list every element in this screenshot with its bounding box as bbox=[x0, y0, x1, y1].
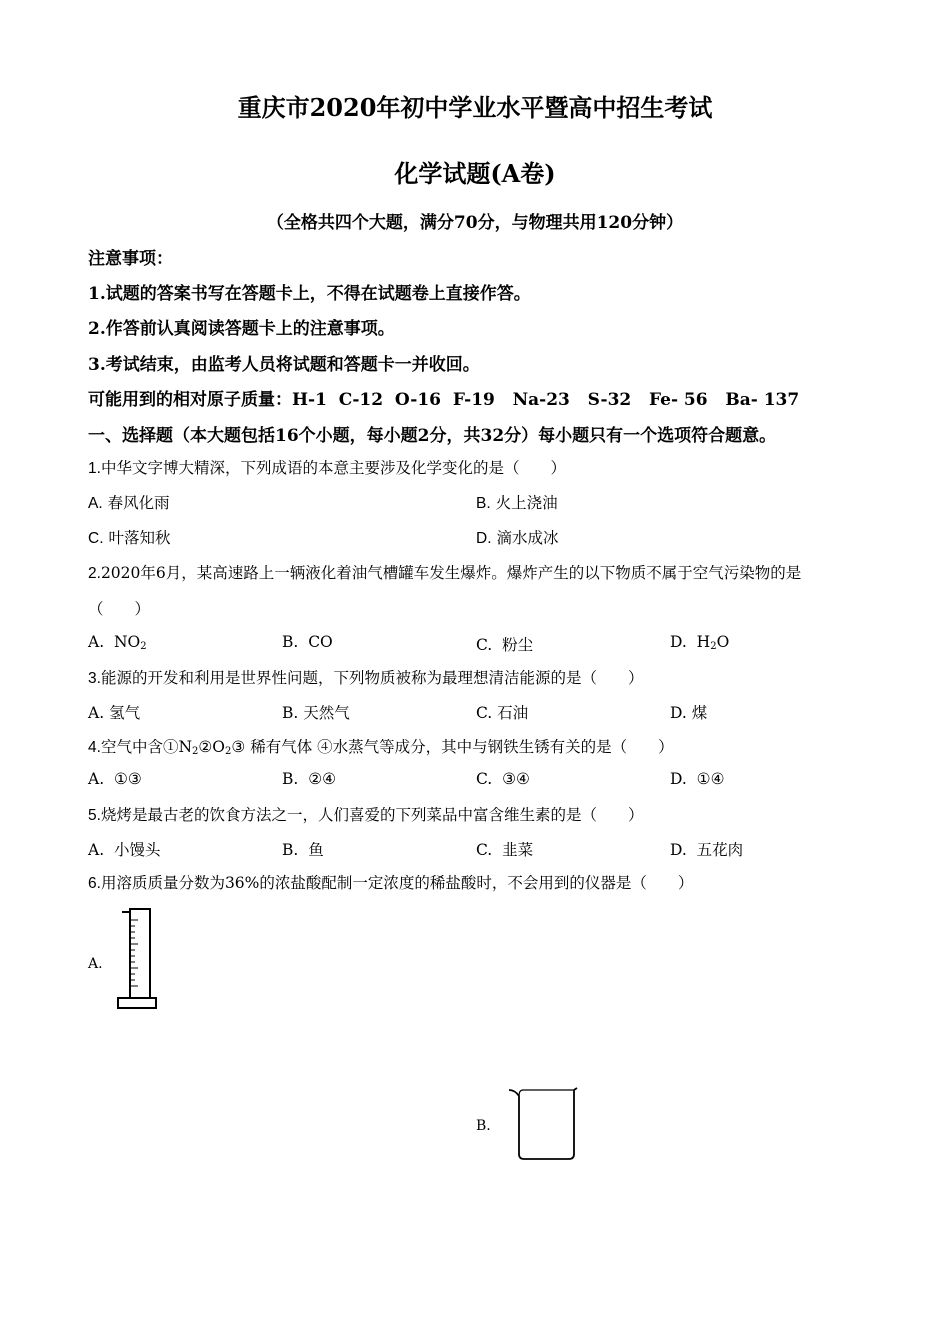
q3-option-d[interactable] bbox=[670, 701, 707, 723]
beaker-icon[interactable] bbox=[505, 1084, 581, 1164]
q5-option-d-label: D. bbox=[670, 841, 687, 859]
q2-option-a-text: NO bbox=[113, 633, 141, 651]
question-3-number: 3. bbox=[88, 670, 101, 687]
q5-option-a-label: A. bbox=[88, 841, 105, 859]
q2-option-c[interactable] bbox=[476, 633, 533, 655]
q5-option-a-text: 小馒头 bbox=[113, 841, 161, 859]
question-3-text: 能源的开发和利用是世界性问题，下列物质被称为最理想清洁能源的是（ ） bbox=[100, 669, 644, 687]
atomic-masses: 可能用到的相对原子质量：H-1 C-12 O-16 F-19 Na-23 S-32 Fe- 56 Ba- 137 bbox=[88, 390, 800, 410]
graduated-cylinder-icon[interactable] bbox=[108, 906, 164, 1016]
q5-option-a[interactable] bbox=[88, 838, 161, 860]
q4-option-a-label: A. bbox=[88, 770, 105, 788]
q4-option-b[interactable] bbox=[282, 770, 336, 788]
q2-option-a[interactable] bbox=[88, 633, 147, 652]
exam-info: （全格共四个大题，满分70分，与物理共用120分钟） bbox=[266, 213, 684, 233]
q2-option-d-after: O bbox=[716, 633, 730, 651]
question-5-number: 5. bbox=[88, 807, 101, 824]
q1-option-d-label: D. bbox=[476, 530, 492, 547]
question-4-sub1: 2 bbox=[192, 746, 199, 757]
question-2-continuation: （ ） bbox=[88, 600, 151, 618]
question-4-number: 4. bbox=[88, 739, 101, 756]
q1-option-a-text: 春风化雨 bbox=[107, 494, 170, 512]
q1-option-a-label: A. bbox=[88, 495, 103, 512]
q4-option-d[interactable] bbox=[670, 770, 724, 788]
q1-option-c-text: 叶落知秋 bbox=[108, 529, 171, 547]
question-4 bbox=[88, 735, 674, 757]
q2-option-c-text: 粉尘 bbox=[502, 636, 534, 654]
question-2-text: 2020年6月，某高速路上一辆液化着油气槽罐车发生爆炸。爆炸产生的以下物质不属于空气污染物的是 bbox=[100, 564, 802, 582]
q3-option-b-text: 天然气 bbox=[303, 704, 350, 722]
q3-option-c[interactable] bbox=[476, 701, 528, 723]
q5-option-b-label: B. bbox=[282, 841, 299, 859]
q5-option-b[interactable] bbox=[282, 838, 324, 860]
question-4-pre: 空气中含①N bbox=[100, 738, 193, 756]
q4-option-d-text: ①④ bbox=[696, 770, 725, 788]
q2-option-b-label: B. bbox=[282, 633, 299, 651]
question-4-post: ③ 稀有气体 ④水蒸气等成分，其中与钢铁生锈有关的是（ ） bbox=[231, 738, 674, 756]
q2-option-d[interactable] bbox=[670, 633, 729, 652]
q1-option-b[interactable] bbox=[476, 491, 558, 513]
section1-heading: 一、选择题（本大题包括16个小题，每小题2分，共32分）每小题只有一个选项符合题意。 bbox=[88, 426, 777, 446]
q4-option-c-text: ③④ bbox=[502, 770, 530, 788]
q3-option-c-text: 石油 bbox=[497, 704, 529, 722]
q1-option-d[interactable] bbox=[476, 526, 558, 548]
q5-option-c[interactable] bbox=[476, 838, 533, 860]
question-6 bbox=[88, 871, 693, 893]
q2-option-d-sub: 2 bbox=[710, 641, 717, 652]
q2-option-c-label: C. bbox=[476, 636, 493, 654]
question-6-text: 用溶质质量分数为36%的浓盐酸配制一定浓度的稀盐酸时，不会用到的仪器是（ ） bbox=[100, 874, 694, 892]
q2-option-b[interactable] bbox=[282, 633, 333, 651]
q3-option-b-label: B. bbox=[282, 704, 299, 722]
question-4-mid: ②O bbox=[198, 738, 225, 756]
q2-option-a-sub: 2 bbox=[140, 641, 147, 652]
note-item-1: 1.试题的答案书写在答题卡上，不得在试题卷上直接作答。 bbox=[88, 284, 531, 304]
q5-option-d[interactable] bbox=[670, 838, 743, 860]
q1-option-c[interactable] bbox=[88, 526, 170, 548]
q2-option-d-label: D. bbox=[670, 633, 687, 651]
q3-option-d-label: D. bbox=[670, 704, 687, 722]
note-item-3: 3.考试结束，由监考人员将试题和答题卡一并收回。 bbox=[88, 355, 480, 375]
q1-option-c-label: C. bbox=[88, 530, 104, 547]
notes-heading: 注意事项： bbox=[88, 249, 173, 269]
q6-option-b-label[interactable]: B. bbox=[476, 1118, 491, 1134]
q4-option-d-label: D. bbox=[670, 770, 687, 788]
q4-option-b-text: ②④ bbox=[308, 770, 336, 788]
q6-option-a-label[interactable]: A. bbox=[88, 956, 103, 972]
q4-option-c-label: C. bbox=[476, 770, 493, 788]
q1-option-b-text: 火上浇油 bbox=[495, 494, 558, 512]
q5-option-c-label: C. bbox=[476, 841, 493, 859]
exam-subtitle: 化学试题(A卷) bbox=[394, 159, 556, 188]
question-5 bbox=[88, 803, 643, 825]
q5-option-b-text: 鱼 bbox=[308, 841, 324, 859]
q4-option-b-label: B. bbox=[282, 770, 299, 788]
q4-option-a[interactable] bbox=[88, 770, 142, 788]
q4-option-a-text: ①③ bbox=[113, 770, 142, 788]
q5-option-c-text: 韭菜 bbox=[502, 841, 534, 859]
q1-option-d-text: 滴水成冰 bbox=[496, 529, 559, 547]
q1-option-a[interactable] bbox=[88, 491, 170, 513]
question-1 bbox=[88, 456, 566, 478]
q3-option-b[interactable] bbox=[282, 701, 350, 723]
question-2 bbox=[88, 561, 801, 583]
question-2-number: 2. bbox=[88, 565, 101, 582]
exam-title: 重庆市2020年初中学业水平暨高中招生考试 bbox=[237, 93, 713, 122]
q2-option-d-text: H bbox=[696, 633, 711, 651]
q2-option-a-label: A. bbox=[88, 633, 105, 651]
q4-option-c[interactable] bbox=[476, 770, 530, 788]
q3-option-a-label: A. bbox=[88, 704, 105, 722]
q5-option-d-text: 五花肉 bbox=[696, 841, 744, 859]
q3-option-a[interactable] bbox=[88, 701, 140, 723]
question-4-sub2: 2 bbox=[225, 746, 232, 757]
question-1-text: 中华文字博大精深，下列成语的本意主要涉及化学变化的是（ ） bbox=[100, 459, 566, 477]
q3-option-c-label: C. bbox=[476, 704, 493, 722]
question-3 bbox=[88, 666, 643, 688]
question-1-number: 1. bbox=[88, 460, 101, 477]
q3-option-a-text: 氢气 bbox=[109, 704, 141, 722]
note-item-2: 2.作答前认真阅读答题卡上的注意事项。 bbox=[88, 319, 395, 339]
question-5-text: 烧烤是最古老的饮食方法之一，人们喜爱的下列菜品中富含维生素的是（ ） bbox=[100, 806, 644, 824]
q1-option-b-label: B. bbox=[476, 495, 491, 512]
question-6-number: 6. bbox=[88, 875, 101, 892]
q2-option-b-text: CO bbox=[308, 633, 333, 651]
q3-option-d-text: 煤 bbox=[691, 704, 708, 722]
